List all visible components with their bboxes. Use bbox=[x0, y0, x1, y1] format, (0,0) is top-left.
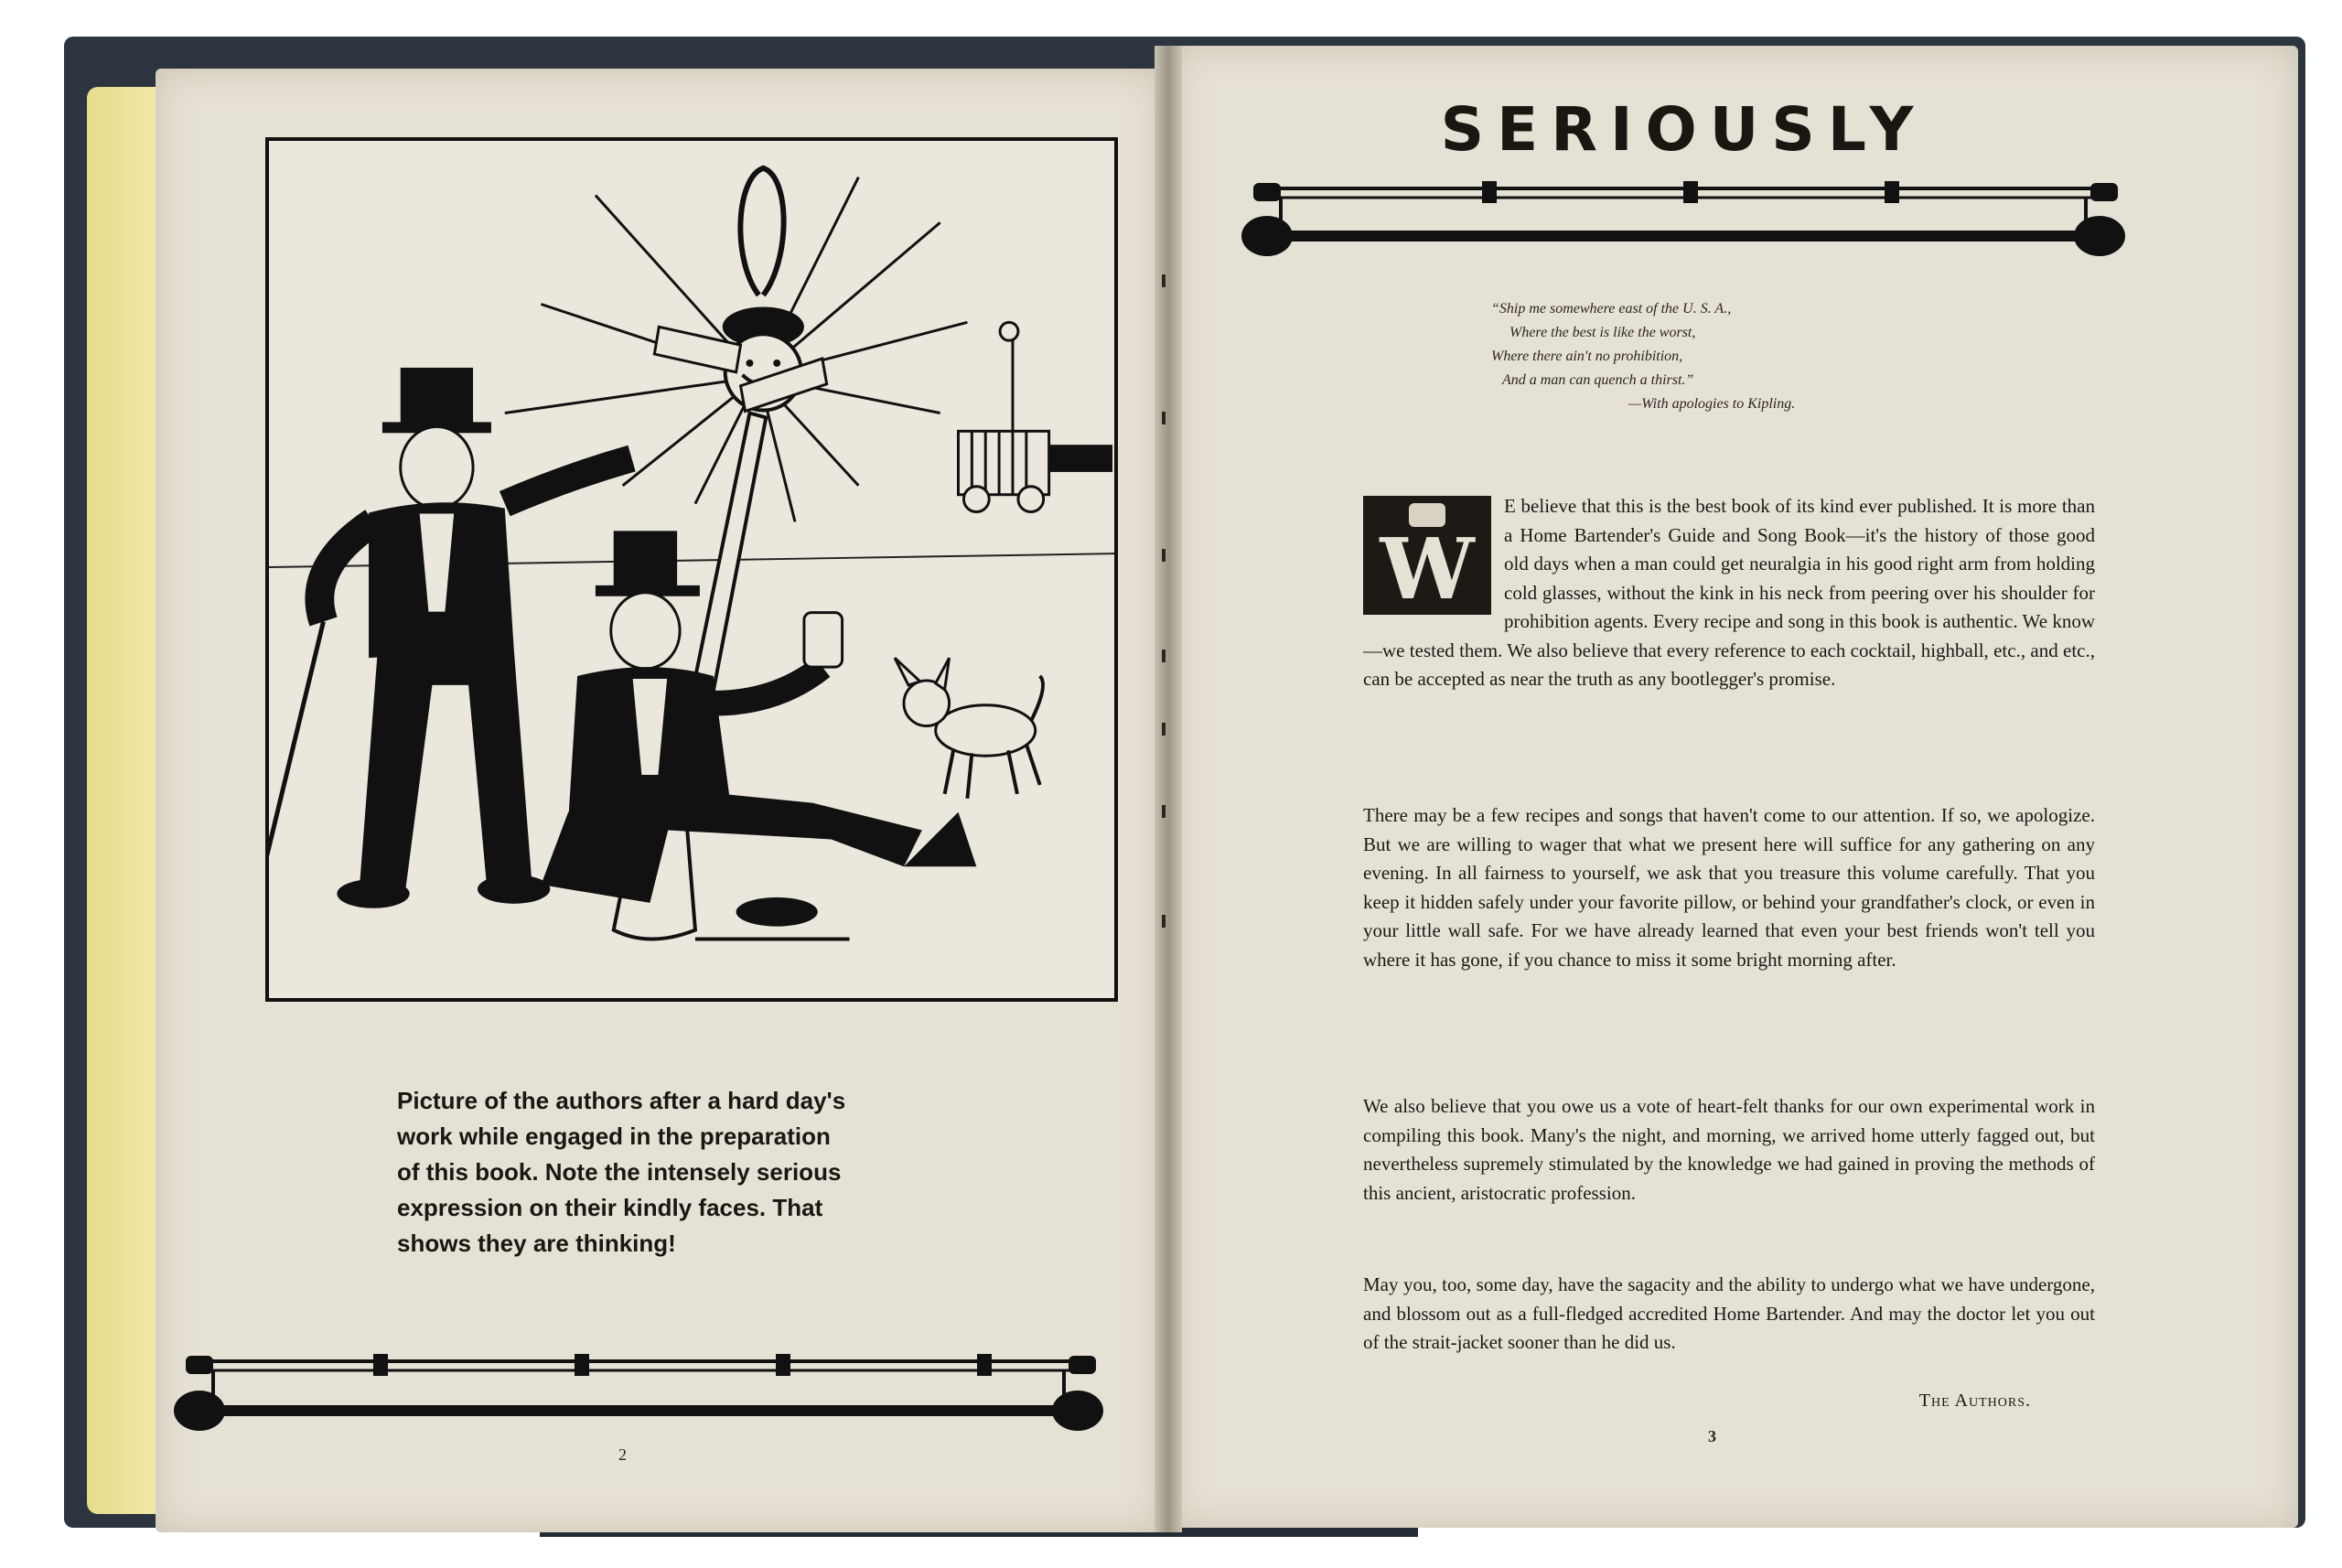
illustration-caption bbox=[397, 1083, 909, 1262]
verse-line: “Ship me somewhere east of the U. S. A., bbox=[1491, 301, 1732, 317]
bar-rail-ornament-icon bbox=[1235, 172, 2132, 262]
body-paragraph: We also believe that you owe us a vote of heart-felt thanks for our own experimental work in compiling this book. Many's the night, and morning, we arrived home utterly fagged out, but nevertheless supremely stimulated by the knowledge we had gained in proving the methods of this ancient, aristocratic profession. bbox=[1363, 1095, 2095, 1204]
verse-attribution: —With apologies to Kipling. bbox=[1628, 396, 1796, 412]
book-gutter bbox=[1155, 46, 1182, 1532]
illustration-drawing bbox=[269, 141, 1114, 998]
caption-line: shows they are thinking! bbox=[397, 1230, 676, 1257]
verse-line: Where the best is like the worst, bbox=[1509, 325, 1696, 340]
binding-stitch bbox=[1162, 412, 1166, 424]
binding-stitch bbox=[1162, 274, 1166, 287]
body-paragraph: May you, too, some day, have the sagacity and the ability to undergo what we have undergone, and blossom out as a full-fledged accredited Home Bartender. And may the doctor let you out of the strait-jacket sooner than he did us. bbox=[1363, 1273, 2095, 1353]
drop-cap-letter: W bbox=[1380, 520, 1475, 615]
verse-line: Where there ain't no prohibition, bbox=[1491, 349, 1683, 364]
page-title: SERIOUSLY bbox=[1440, 94, 1927, 165]
binding-stitch bbox=[1162, 549, 1166, 562]
binding-stitch bbox=[1162, 650, 1166, 662]
body-paragraph bbox=[1363, 492, 2095, 694]
binding-stitch bbox=[1162, 805, 1166, 818]
page-number: 2 bbox=[618, 1445, 627, 1464]
caption-line: expression on their kindly faces. That bbox=[397, 1194, 823, 1221]
binding-stitch bbox=[1162, 915, 1166, 928]
verse-line: And a man can quench a thirst.” bbox=[1502, 372, 1694, 388]
signature: The Authors. bbox=[1918, 1391, 2031, 1411]
drop-cap bbox=[1363, 496, 1491, 615]
bar-rail-ornament-icon bbox=[167, 1345, 1110, 1436]
body-paragraph: There may be a few recipes and songs that haven't come to our attention. If so, we apologize. But we are willing to wager that what we present here will suffice for any gathering on any evening. In all fairness to yourself, we ask that you treasure this volume carefully. That you keep it hidden safely under your favorite pillow, or behind your grandfather's clock, or even in your little wall safe. For we have already learned that even your best friends won't tell you where it has gone, if you chance to miss it some bright morning after. bbox=[1363, 804, 2095, 971]
caption-line: work while engaged in the preparation bbox=[397, 1122, 831, 1150]
epigraph-verse bbox=[1491, 297, 1875, 416]
caption-line: of this book. Note the intensely serious bbox=[397, 1158, 842, 1186]
caption-line: Picture of the authors after a hard day's bbox=[397, 1087, 846, 1114]
paragraph-text: E believe that this is the best book of its kind ever published. It is more than a Home Bartender's Guide and Song Book—it's the history of those good old days when a man could get neuralgia in his good right arm from holding cold glasses, without the kink in his neck from peering over his shoulder for prohibition agents. Every recipe and song in this book is authentic. We know—we tested them. We also believe that every reference to each cocktail, highball, etc., and etc., can be accepted as near the truth as any bootlegger's promise. bbox=[1363, 495, 2095, 690]
two-men-lamppost-illustration bbox=[265, 137, 1118, 1002]
binding-stitch bbox=[1162, 723, 1166, 736]
page-number: 3 bbox=[1708, 1427, 1716, 1445]
